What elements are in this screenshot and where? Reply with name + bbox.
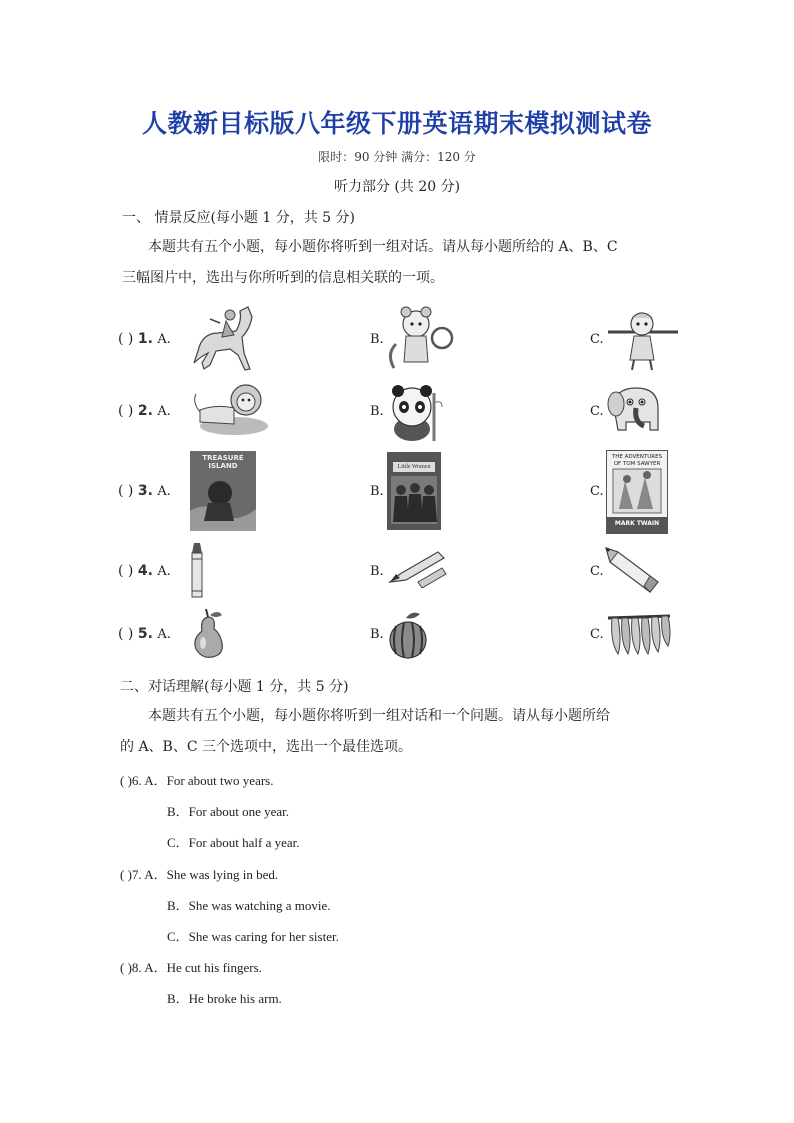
question-number: 1. xyxy=(137,331,153,347)
option-a-label: A. xyxy=(157,564,171,579)
option-b-label: B. xyxy=(370,404,384,419)
question-1 xyxy=(118,331,171,347)
option-a[interactable]: A．She was lying in bed. xyxy=(144,867,279,882)
answer-bracket[interactable]: ( ) xyxy=(118,626,134,642)
option-b-label: B. xyxy=(370,564,384,579)
question-number: 4. xyxy=(137,563,153,579)
question-number: 7. xyxy=(131,867,142,882)
question-4 xyxy=(118,563,171,579)
time-score-info: 限时：90 分钟 满分：120 分 xyxy=(318,150,476,164)
question-2 xyxy=(118,403,171,419)
question-3 xyxy=(118,483,171,499)
option-a[interactable]: A．He cut his fingers. xyxy=(144,960,262,975)
option-c-label: C. xyxy=(590,332,604,347)
book-title: THE ADVENTURES OF TOM SAWYER xyxy=(611,454,663,467)
question-number: 2. xyxy=(137,403,153,419)
option-a-label: A. xyxy=(157,627,171,642)
option-a[interactable]: A．For about two years. xyxy=(144,773,274,788)
girl-riding-horse-icon[interactable] xyxy=(190,303,260,375)
book-title: Little Women xyxy=(393,462,435,472)
section1-instruction-1: 本题共有五个小题，每小题你将听到一组对话。请从每小题所给的 A、B、C xyxy=(148,239,618,255)
elephant-icon[interactable] xyxy=(606,382,666,440)
answer-bracket[interactable]: ( ) xyxy=(118,403,134,419)
section1-heading: 一、 情景反应(每小题 1 分，共 5 分) xyxy=(122,210,355,226)
option-b-label: B. xyxy=(370,332,384,347)
option-b[interactable]: B．He broke his arm. xyxy=(167,991,282,1006)
option-c[interactable]: C．She was caring for her sister. xyxy=(167,929,339,944)
option-b[interactable]: B．She was watching a movie. xyxy=(167,898,331,913)
panda-icon[interactable] xyxy=(384,383,444,443)
treasure-island-book-icon[interactable] xyxy=(190,451,256,531)
question-number: 5. xyxy=(137,626,153,642)
option-c-label: C. xyxy=(590,404,604,419)
section2-instruction-2: 的 A、B、C 三个选项中，选出一个最佳选项。 xyxy=(120,739,413,755)
question-number: 8. xyxy=(131,960,142,975)
answer-bracket[interactable]: ( ) xyxy=(118,331,134,347)
question-number: 3. xyxy=(137,483,153,499)
little-women-book-icon[interactable] xyxy=(387,452,441,530)
fountain-pen-icon[interactable] xyxy=(386,548,448,588)
section2-heading: 二、对话理解(每小题 1 分，共 5 分) xyxy=(120,679,349,695)
bananas-icon[interactable] xyxy=(606,612,672,656)
monkey-king-icon[interactable] xyxy=(606,304,680,374)
question-8 xyxy=(120,957,262,976)
option-b-label: B. xyxy=(370,627,384,642)
option-c-label: C. xyxy=(590,484,604,499)
book-author: MARK TWAIN xyxy=(614,520,660,527)
book-title: TREASURE ISLAND xyxy=(202,454,244,470)
nezha-icon[interactable] xyxy=(386,304,456,374)
section1-instruction-2: 三幅图片中，选出与你所听到的信息相关联的一项。 xyxy=(122,270,444,286)
crayon-icon[interactable] xyxy=(190,543,204,599)
option-c-label: C. xyxy=(590,564,604,579)
tom-sawyer-book-icon[interactable] xyxy=(606,450,668,534)
question-7 xyxy=(120,864,278,883)
option-a-label: A. xyxy=(157,332,171,347)
option-b[interactable]: B．For about one year. xyxy=(167,804,290,819)
answer-bracket[interactable]: ( ) xyxy=(120,867,132,882)
pencil-icon[interactable] xyxy=(604,546,660,594)
answer-bracket[interactable]: ( ) xyxy=(120,960,132,975)
option-a-label: A. xyxy=(157,484,171,499)
question-6 xyxy=(120,770,273,789)
lion-icon[interactable] xyxy=(190,380,270,438)
option-c[interactable]: C．For about half a year. xyxy=(167,835,300,850)
option-b-label: B. xyxy=(370,484,384,499)
answer-bracket[interactable]: ( ) xyxy=(118,483,134,499)
answer-bracket[interactable]: ( ) xyxy=(118,563,134,579)
pear-icon[interactable] xyxy=(192,609,226,659)
section2-instruction-1: 本题共有五个小题，每小题你将听到一组对话和一个问题。请从每小题所给 xyxy=(148,708,610,724)
part-heading: 听力部分 (共 20 分) xyxy=(333,179,461,195)
page-title: 人教新目标版八年级下册英语期末模拟测试卷 xyxy=(141,109,652,138)
option-a-label: A. xyxy=(157,404,171,419)
question-number: 6. xyxy=(131,773,142,788)
question-5 xyxy=(118,626,171,642)
watermelon-icon[interactable] xyxy=(386,610,432,660)
option-c-label: C. xyxy=(590,627,604,642)
answer-bracket[interactable]: ( ) xyxy=(120,773,132,788)
